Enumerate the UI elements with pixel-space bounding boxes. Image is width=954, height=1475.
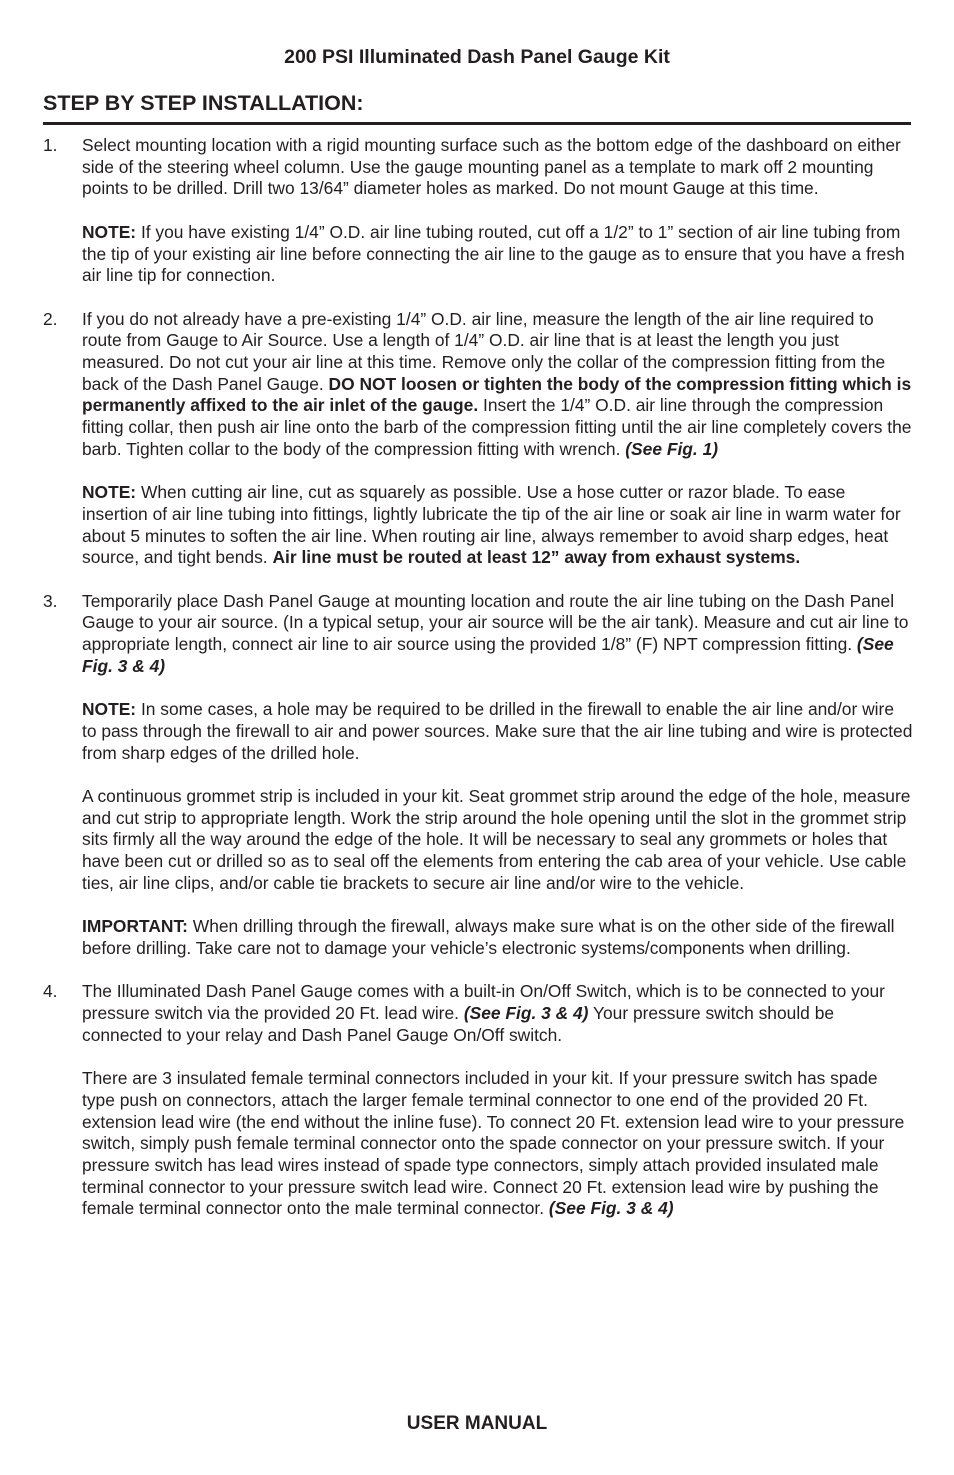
step-number: 1. — [43, 135, 58, 155]
step-3 — [43, 591, 913, 960]
step-2 — [43, 309, 913, 569]
step-4-text-b: Your pressure switch should be connected to your relay and Dash Panel Gauge On/Off switch. — [82, 1003, 835, 1045]
step-number: 3. — [43, 590, 58, 611]
note-label: NOTE: — [82, 482, 137, 503]
step-4-connectors — [82, 1068, 913, 1220]
step-2-note — [82, 482, 913, 569]
figure-reference: (See Fig. 3 & 4) — [463, 1003, 589, 1023]
step-1-instructions — [82, 135, 913, 200]
step-1 — [43, 135, 913, 287]
step-3-instructions — [82, 591, 913, 678]
note-text: If you have existing 1/4” O.D. air line tubing routed, cut off a 1/2” to 1” section of air line tubing from the tip of your existing air line before connecting the air line to the gauge as to ensure that you have a fresh air line tip for connection. — [82, 221, 905, 286]
step-1-text: Select mounting location with a rigid mounting surface such as the bottom edge of the dashboard on either side of the steering wheel column. Use the gauge mounting panel as a template to mark off 2 mounting points to be drilled. Drill two 13/64” diameter holes as marked. Do not mount Gauge at this time. — [82, 135, 901, 199]
note-label: NOTE: — [82, 221, 137, 242]
connectors-text: There are 3 insulated female terminal connectors included in your kit. If your pressure switch has spade type push on connectors, attach the larger female terminal connector to one end of the provided 20 Ft. extension lead wire (the end without the inline fuse). To connect 20 Ft. extension lead wire to your pressure switch, simply push female terminal connector onto the spade connector on your pressure switch. If your pressure switch has lead wires instead of spade type connectors, simply attach provided insulated male terminal connector to your pressure switch lead wire. Connect 20 Ft. extension lead wire by pushing the female terminal connector onto the male terminal connector. — [82, 1068, 905, 1219]
note-label: NOTE: — [82, 699, 137, 720]
figure-reference: (See Fig. 3 & 4) — [82, 634, 894, 676]
step-2-text-b: Insert the 1/4” O.D. air line through the compression fitting collar, then push air line onto the barb of the compression fitting until the air line completely covers the barb. Tighten collar to the body of the compression fitting with wrench. — [82, 395, 912, 459]
step-2-instructions — [82, 309, 913, 461]
step-4-text-a: The Illuminated Dash Panel Gauge comes with a built-in On/Off Switch, which is to be connected to your pressure switch via the provided 20 Ft. lead wire. — [82, 981, 885, 1023]
grommet-text: A continuous grommet strip is included in your kit. Seat grommet strip around the edge of the hole, measure and cut strip to appropriate length. Work the strip around the hole opening until the slot in the grommet strip sits firmly all the way around the edge of the hole. It will be necessary to seal any grommets or holes that have been cut or drilled so as to seal off the elements from entering the cab area of your vehicle. Use cable ties, air line clips, and/or cable tie brackets to secure air line and/or wire to the vehicle. — [82, 786, 911, 893]
note-warning: Air line must be routed at least 12” away from exhaust systems. — [272, 547, 801, 568]
step-4 — [43, 981, 913, 1220]
step-3-note — [82, 699, 913, 764]
note-text: When cutting air line, cut as squarely as possible. Use a hose cutter or razor blade. To ease insertion of air line tubing into fittings, lightly lubricate the tip of the air line or soak air line in warm water for about 5 minutes to soften the air line. When routing air line, always remember to avoid sharp edges, heat source, and tight bends. — [82, 482, 901, 568]
step-2-text-a: If you do not already have a pre-existing 1/4” O.D. air line, measure the length of the air line required to route from Gauge to Air Source. Use a length of 1/4” O.D. air line that is at least the length you just measured. Do not cut your air line at this time. Remove only the collar of the compression fitting from the back of the Dash Panel Gauge. — [82, 308, 886, 394]
footer-label: USER MANUAL — [406, 1413, 548, 1434]
installation-steps — [43, 135, 913, 1242]
step-number: 2. — [43, 308, 58, 329]
figure-reference: (See Fig. 3 & 4) — [548, 1198, 674, 1219]
step-3-grommet — [82, 786, 913, 895]
document-title: 200 PSI Illuminated Dash Panel Gauge Kit — [284, 46, 670, 68]
important-label: IMPORTANT: — [82, 916, 188, 937]
note-text: In some cases, a hole may be required to be drilled in the firewall to enable the air line and/or wire to pass through the firewall to air and power sources. Make sure that the air line tubing and wire is protected from sharp edges of the drilled hole. — [82, 699, 913, 763]
step-3-important — [82, 916, 913, 959]
important-text: When drilling through the firewall, always make sure what is on the other side of the firewall before drilling. Take care not to damage your vehicle’s electronic systems/components when drilling. — [82, 916, 895, 958]
step-1-note — [82, 222, 913, 287]
step-4-instructions — [82, 981, 913, 1046]
step-2-warning: DO NOT loosen or tighten the body of the compression fitting which is permanently affixed to the air inlet of the gauge. — [82, 373, 912, 416]
step-number: 4. — [43, 981, 58, 1002]
step-3-text: Temporarily place Dash Panel Gauge at mounting location and route the air line tubing on the Dash Panel Gauge to your air source. (In a typical setup, your air source will be the air tank). Measure and cut air line to appropriate length, connect air line to air source using the provided 1/8” (F) NPT compression fitting. — [82, 590, 909, 655]
section-heading: STEP BY STEP INSTALLATION: — [43, 89, 911, 125]
figure-reference: (See Fig. 1) — [625, 438, 719, 459]
